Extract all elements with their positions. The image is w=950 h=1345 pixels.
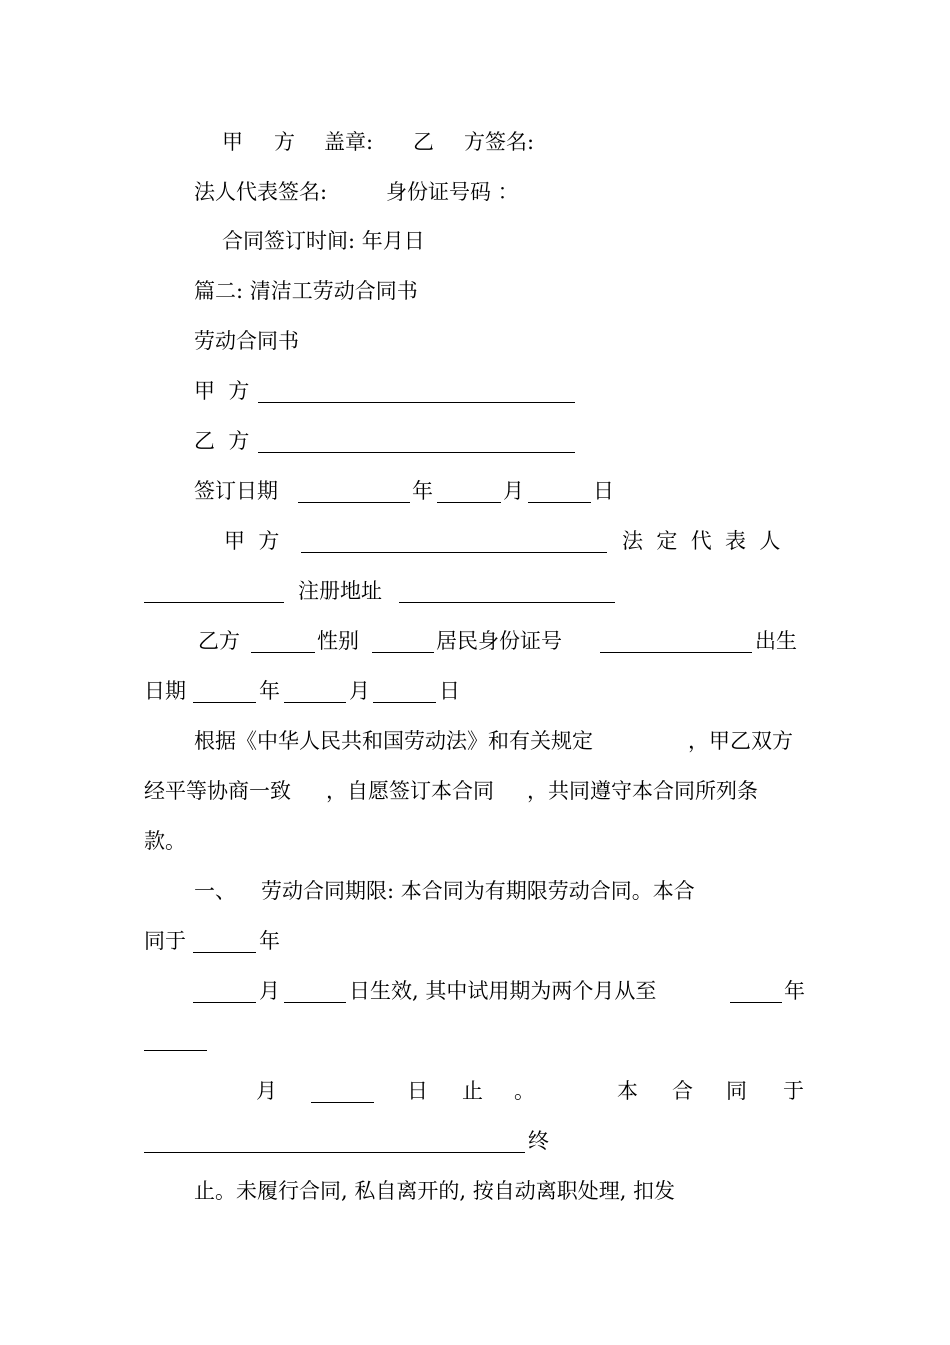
breach-text: 止。未履行合同, 私自离开的, 按自动离职处理, 扣发 (194, 1179, 676, 1203)
birth-month-label: 月 (349, 679, 370, 703)
birth-date-label: 日期 (144, 679, 186, 703)
birth-year-blank (193, 682, 256, 703)
birth-day-label: 日 (439, 679, 460, 703)
day-label: 日 (593, 479, 614, 503)
probation-extra-blank (144, 1030, 207, 1051)
basis-text-6: 款。 (144, 829, 186, 853)
gender-blank (372, 632, 434, 653)
party-b-label-2: 乙方 (198, 629, 240, 653)
party-b-label: 乙 (413, 130, 434, 154)
sign-date-line: 合同签订时间: 年月日 (222, 229, 425, 253)
basis-text: 根据《中华人民共和国劳动法》和有关规定 (194, 729, 593, 753)
reg-address-label: 注册地址 (298, 579, 382, 603)
party-b-blank (258, 432, 575, 453)
party-a-label: 甲 (222, 130, 243, 154)
birth-day-blank (373, 682, 436, 703)
party-a-field-label: 甲 方 (194, 379, 250, 403)
party-a-label-2: 方 (274, 130, 295, 154)
end-stop-label: 止 (462, 1079, 483, 1103)
birth-month-blank (284, 682, 346, 703)
effective-label: 同于 (144, 929, 186, 953)
legal-rep-sign-label: 法人代表签名: (194, 180, 328, 204)
clause-one-number: 一、 (194, 879, 236, 903)
party-b-sign-label: 方签名: (464, 130, 535, 154)
contract-char-3: 同 (726, 1079, 747, 1103)
basis-text-5: ，共同遵守本合同所列条 (527, 779, 758, 803)
reg-address-blank (399, 582, 615, 603)
section-title: 篇二: 清洁工劳动合同书 (194, 279, 418, 303)
year-label: 年 (412, 479, 433, 503)
legal-rep-blank (144, 582, 284, 603)
effective-year-blank (193, 932, 256, 953)
gender-label: 性别 (317, 629, 359, 653)
party-b-blank-2 (251, 632, 315, 653)
contract-char-1: 本 (617, 1079, 638, 1103)
end-month-label: 月 (256, 1079, 277, 1103)
resident-id-label: 居民身份证号 (436, 629, 562, 653)
resident-id-blank (600, 632, 752, 653)
effective-month-blank (193, 982, 256, 1003)
month-blank (437, 482, 501, 503)
party-a-name-blank (301, 532, 607, 553)
sign-date-label: 签订日期 (194, 479, 278, 503)
termination-blank (144, 1132, 525, 1153)
party-b-field-label: 乙 方 (194, 429, 250, 453)
effective-year-label: 年 (259, 929, 280, 953)
seal-label: 盖章: (324, 130, 374, 154)
contract-title: 劳动合同书 (194, 329, 299, 353)
effective-month-label: 月 (259, 979, 280, 1003)
id-number-label: 身份证号码 ： (386, 180, 519, 204)
effective-day-blank (284, 982, 346, 1003)
probation-year-label: 年 (784, 979, 805, 1003)
birth-label: 出生 (755, 629, 797, 653)
contract-char-4: 于 (783, 1079, 804, 1103)
basis-text-3: 经平等协商一致 (144, 779, 291, 803)
probation-year-blank (730, 982, 782, 1003)
legal-rep-label: 法 定 代 表 人 (622, 529, 781, 553)
contract-char-2: 合 (672, 1079, 693, 1103)
birth-year-label: 年 (259, 679, 280, 703)
end-day-blank (311, 1082, 374, 1103)
termination-label: 终 (528, 1129, 549, 1153)
end-day-label: 日 (407, 1079, 428, 1103)
clause-one-text: 劳动合同期限: 本合同为有期限劳动合同。本合 (261, 879, 695, 903)
party-a-label-3: 甲 方 (224, 529, 280, 553)
basis-text-4: ，自愿签订本合同 (326, 779, 494, 803)
month-label: 月 (503, 479, 524, 503)
probation-text: 日生效, 其中试用期为两个月从至 (349, 979, 657, 1003)
day-blank (528, 482, 591, 503)
basis-text-2: ，甲乙双方 (688, 729, 793, 753)
year-blank (298, 482, 410, 503)
end-period: 。 (514, 1079, 535, 1103)
party-a-blank (258, 382, 575, 403)
